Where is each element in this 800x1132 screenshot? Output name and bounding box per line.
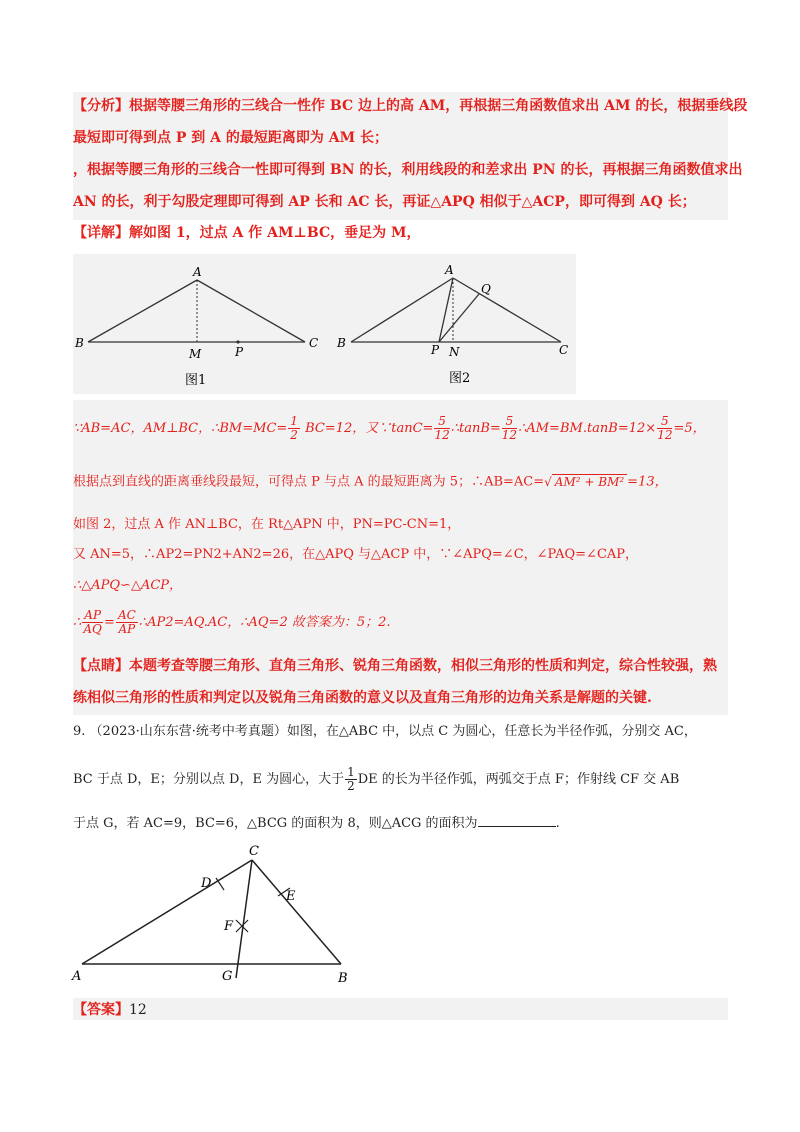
sol6-frac2-den: AP [118, 622, 136, 636]
sol2-a: 根据点到直线的距离垂线段最短，可得点 P 与点 A 的最短距离为 5；∴AB=AC= [73, 474, 545, 490]
sol6-frac2-num: AC [117, 608, 136, 622]
solution-line-6 [73, 606, 391, 640]
sol1-frac3-den: 12 [501, 428, 518, 442]
sol1-frac2-num: 5 [434, 415, 449, 429]
fig3-label-A: A [72, 969, 82, 984]
sol1-frac4 [657, 415, 672, 442]
fig2-label-C: C [559, 343, 569, 357]
answer-value: 12 [129, 1002, 147, 1018]
sol6-frac1 [82, 609, 103, 636]
sol2-sqrt: √ AM² + BM² [544, 470, 627, 494]
sol2-b: =13， [627, 474, 668, 490]
sol6-frac1-num: AP [84, 608, 102, 622]
question-line-3 [73, 812, 560, 834]
sol1-frac3 [502, 415, 517, 442]
analysis-text-1: 根据等腰三角形的三线合一性作 BC 边上的高 AM，再根据三角函数值求出 AM 的长，根据垂线段 [129, 98, 748, 114]
sol1-f: =5， [673, 421, 706, 436]
fig3-label-C: C [249, 844, 259, 859]
fig2-label-Q: Q [481, 282, 491, 296]
question-text-2b: DE 的长为半径作弧，两弧交于点 F；作射线 CF 交 AB [357, 772, 680, 787]
sol1-b: BC=12，又∵tanC= [300, 421, 434, 436]
answer-blank[interactable] [478, 812, 556, 827]
sol6-c: .AC，∴AQ=2 故答案为：5；2. [203, 615, 391, 630]
analysis-line-1 [73, 96, 747, 116]
fig3-label-D: D [201, 876, 212, 891]
question-text-3a: 于点 G，若 AC=9，BC=6，△BCG 的面积为 8，则△ACG 的面积为 [73, 816, 478, 831]
solution-line-5: ∴△APQ∽△ACP， [73, 578, 183, 593]
sol1-frac2-den: 12 [434, 428, 450, 442]
fig2-label-N: N [449, 345, 460, 359]
fig3-label-G: G [222, 969, 233, 984]
question-frac-den: 2 [347, 779, 355, 793]
fig3-label-E: E [286, 889, 296, 904]
sol6-frac2 [116, 609, 138, 636]
answer-tag: 【答案】 [73, 1002, 129, 1018]
sol6-eq: = [104, 615, 115, 630]
fig1-caption: 图1 [185, 373, 207, 388]
fig3-label-F: F [224, 919, 234, 934]
answer-panel [73, 998, 728, 1020]
solution-line-4: 又 AN=5，∴AP2=PN2+AN2=26，在△APQ 与△ACP 中，∵∠APQ=∠C，∠PAQ=∠CAP， [73, 547, 639, 562]
question-frac-num: 1 [347, 765, 355, 779]
fig2-caption: 图2 [449, 371, 471, 386]
fig3-label-B: B [338, 971, 348, 986]
sol1-d: ∴AM=BM [518, 421, 583, 436]
sol2-sqrt-rad: AM² + BM² [552, 474, 627, 489]
analysis-line-4: AN 的长，利于勾股定理即可得到 AP 长和 AC 长，再证△APQ 相似于△ACP，即可得到 AQ 长； [73, 194, 696, 210]
solution-line-3: 如图 2，过点 A 作 AN⊥BC，在 Rt△APN 中，PN=PC-CN=1， [73, 517, 461, 532]
sol1-frac3-num: 5 [502, 415, 517, 429]
fig1-label-M: M [189, 347, 202, 361]
comment-text-1: 本题考查等腰三角形、直角三角形、锐角三角函数，相似三角形的性质和判定，综合性较强，熟 [129, 658, 717, 674]
question-text-2a: BC 于点 D，E；分别以点 D，E 为圆心，大于 [73, 772, 345, 787]
sol6-a: ∴ [73, 615, 82, 630]
detail-line [73, 223, 421, 243]
analysis-line-3: ，根据等腰三角形的三线合一性即可得到 BN 的长，利用线段的和差求出 PN 的长，再根据三角函数值求出 [73, 162, 743, 178]
sol1-frac2 [434, 415, 449, 442]
fig1-label-B: B [75, 336, 84, 350]
sol1-a: ∵AB=AC，AM⊥BC，∴BM=MC= [73, 421, 288, 436]
sol6-frac1-den: AQ [83, 622, 102, 636]
comment-tag: 【点睛】 [73, 658, 129, 674]
fig1-label-P: P [235, 345, 244, 359]
question-line-1 [73, 722, 697, 742]
figure-1 [73, 258, 323, 390]
sol6-b: ∴AP2=AQ [138, 615, 204, 630]
fig2-label-A: A [445, 263, 454, 277]
figure-2 [333, 258, 573, 390]
fig1-label-C: C [309, 336, 319, 350]
solution-line-2 [73, 470, 668, 495]
figure-3 [66, 840, 366, 990]
fig1-label-A: A [193, 265, 202, 279]
question-frac [345, 766, 357, 793]
sol1-frac1-den: 2 [290, 428, 298, 442]
comment-line-1 [73, 656, 717, 676]
question-source: （2023·山东东营·统考中考真题） [89, 724, 287, 739]
sol1-c: ∴tanB= [450, 421, 501, 436]
analysis-line-2: 最短即可得到点 P 到 A 的最短距离即为 AM 长； [73, 130, 388, 146]
sol1-frac1 [288, 415, 300, 442]
detail-tag: 【详解】 [73, 225, 129, 241]
sol1-frac4-den: 12 [657, 428, 673, 442]
answer-line [73, 1000, 147, 1020]
sol1-frac1-num: 1 [290, 414, 298, 428]
question-text-3b: . [555, 816, 560, 831]
question-text-1: 如图，在△ABC 中，以点 C 为圆心，任意长为半径作弧，分别交 AC， [286, 724, 697, 739]
sol1-e: .tanB=12× [582, 421, 657, 436]
sol1-frac4-num: 5 [657, 415, 672, 429]
solution-line-1 [73, 415, 706, 442]
question-number: 9. [73, 724, 86, 739]
detail-text: 解如图 1，过点 A 作 AM⊥BC，垂足为 M， [129, 225, 421, 241]
comment-line-2: 练相似三角形的性质和判定以及锐角三角函数的意义以及直角三角形的边角关系是解题的关键. [73, 690, 652, 706]
fig2-label-P: P [431, 343, 440, 357]
fig2-label-B: B [337, 336, 346, 350]
analysis-tag: 【分析】 [73, 98, 129, 114]
question-line-2 [73, 766, 679, 793]
